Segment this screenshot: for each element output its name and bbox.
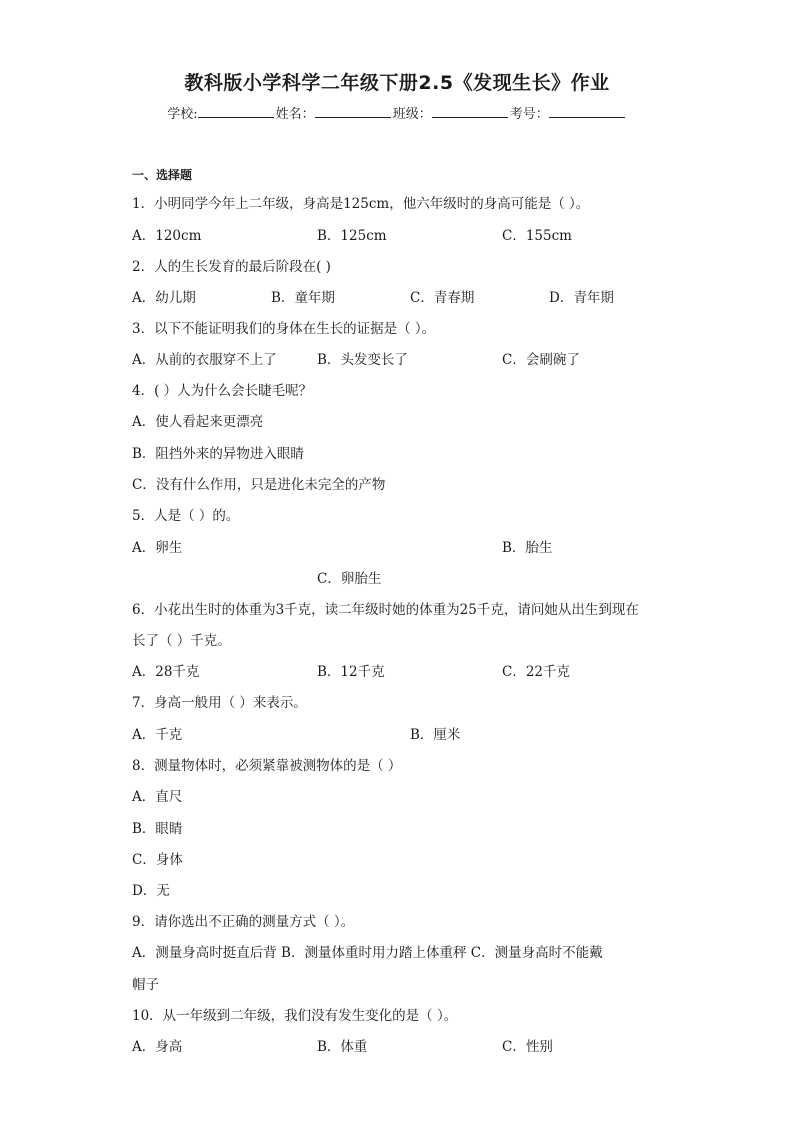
question-10-stem: 10．从一年级到二年级，我们没有发生变化的是（ ）。 bbox=[132, 1008, 458, 1024]
question-4-option-c: C．没有什么作用，只是进化未完全的产物 bbox=[132, 477, 386, 493]
question-5-option-b: B．胎生 bbox=[502, 540, 553, 556]
question-5-stem: 5．人是（ ）的。 bbox=[132, 508, 240, 524]
exam-number-label: 考号： bbox=[509, 107, 549, 122]
question-4-option-b: B．阻挡外来的异物进入眼睛 bbox=[132, 446, 304, 462]
question-6-option-a: A．28千克 bbox=[132, 664, 200, 680]
question-9-options-continued: 帽子 bbox=[132, 977, 159, 993]
question-7-stem: 7．身高一般用（ ）来表示。 bbox=[132, 695, 307, 711]
question-5-option-a: A．卵生 bbox=[132, 540, 183, 556]
question-2-stem: 2．人的生长发育的最后阶段在( ) bbox=[132, 259, 331, 275]
question-6-stem-line-2: 长了（ ）千克。 bbox=[132, 633, 231, 649]
question-1-stem: 1．小明同学今年上二年级，身高是125cm，他六年级时的身高可能是（ ）。 bbox=[132, 196, 590, 212]
name-label: 姓名： bbox=[275, 107, 315, 122]
section-heading: 一、选择题 bbox=[132, 168, 193, 182]
question-5-option-c: C．卵胎生 bbox=[317, 571, 382, 587]
question-6-option-c: C．22千克 bbox=[502, 664, 571, 680]
question-10-option-c: C．性别 bbox=[502, 1039, 553, 1055]
question-9-stem: 9．请你选出不正确的测量方式（ ）。 bbox=[132, 914, 355, 930]
question-1-option-a: A．120cm bbox=[132, 228, 202, 244]
question-9-options: A．测量身高时挺直后背 B．测量体重时用力踏上体重秤 C．测量身高时不能戴 bbox=[132, 945, 603, 961]
document-title: 教科版小学科学二年级下册2.5《发现生长》作业 bbox=[184, 72, 610, 94]
question-8-stem: 8．测量物体时，必须紧靠被测物体的是（ ） bbox=[132, 758, 402, 774]
exam-number-blank bbox=[549, 106, 625, 118]
question-4-stem: 4．( ）人为什么会长睫毛呢？ bbox=[132, 383, 313, 399]
school-blank bbox=[198, 106, 274, 118]
student-info-row bbox=[0, 103, 794, 122]
question-3-option-b: B．头发变长了 bbox=[317, 352, 408, 368]
class-blank bbox=[432, 106, 508, 118]
question-7-option-a: A．千克 bbox=[132, 727, 183, 743]
question-10-option-a: A．身高 bbox=[132, 1039, 183, 1055]
question-2-option-d: D．青年期 bbox=[549, 290, 614, 306]
question-1-option-b: B．125cm bbox=[317, 228, 387, 244]
question-10-option-b: B．体重 bbox=[317, 1039, 368, 1055]
school-label: 学校: bbox=[167, 107, 198, 122]
question-8-option-d: D．无 bbox=[132, 883, 170, 899]
question-7-option-b: B．厘米 bbox=[410, 727, 461, 743]
name-blank bbox=[315, 106, 391, 118]
question-2-option-c: C．青春期 bbox=[410, 290, 475, 306]
question-3-stem: 3．以下不能证明我们的身体在生长的证据是（ ）。 bbox=[132, 321, 436, 337]
question-1-option-c: C．155cm bbox=[502, 228, 572, 244]
question-8-option-a: A．直尺 bbox=[132, 789, 183, 805]
question-8-option-c: C．身体 bbox=[132, 852, 183, 868]
question-3-option-c: C．会刷碗了 bbox=[502, 352, 580, 368]
question-4-option-a: A．使人看起来更漂亮 bbox=[132, 414, 264, 430]
question-6-stem-line-1: 6．小花出生时的体重为3千克，读二年级时她的体重为25千克，请问她从出生到现在 bbox=[132, 602, 639, 618]
question-3-option-a: A．从前的衣服穿不上了 bbox=[132, 352, 277, 368]
question-2-option-b: B．童年期 bbox=[271, 290, 335, 306]
question-6-option-b: B．12千克 bbox=[317, 664, 385, 680]
question-8-option-b: B．眼睛 bbox=[132, 821, 183, 837]
question-2-option-a: A．幼儿期 bbox=[132, 290, 196, 306]
class-label: 班级： bbox=[392, 107, 432, 122]
